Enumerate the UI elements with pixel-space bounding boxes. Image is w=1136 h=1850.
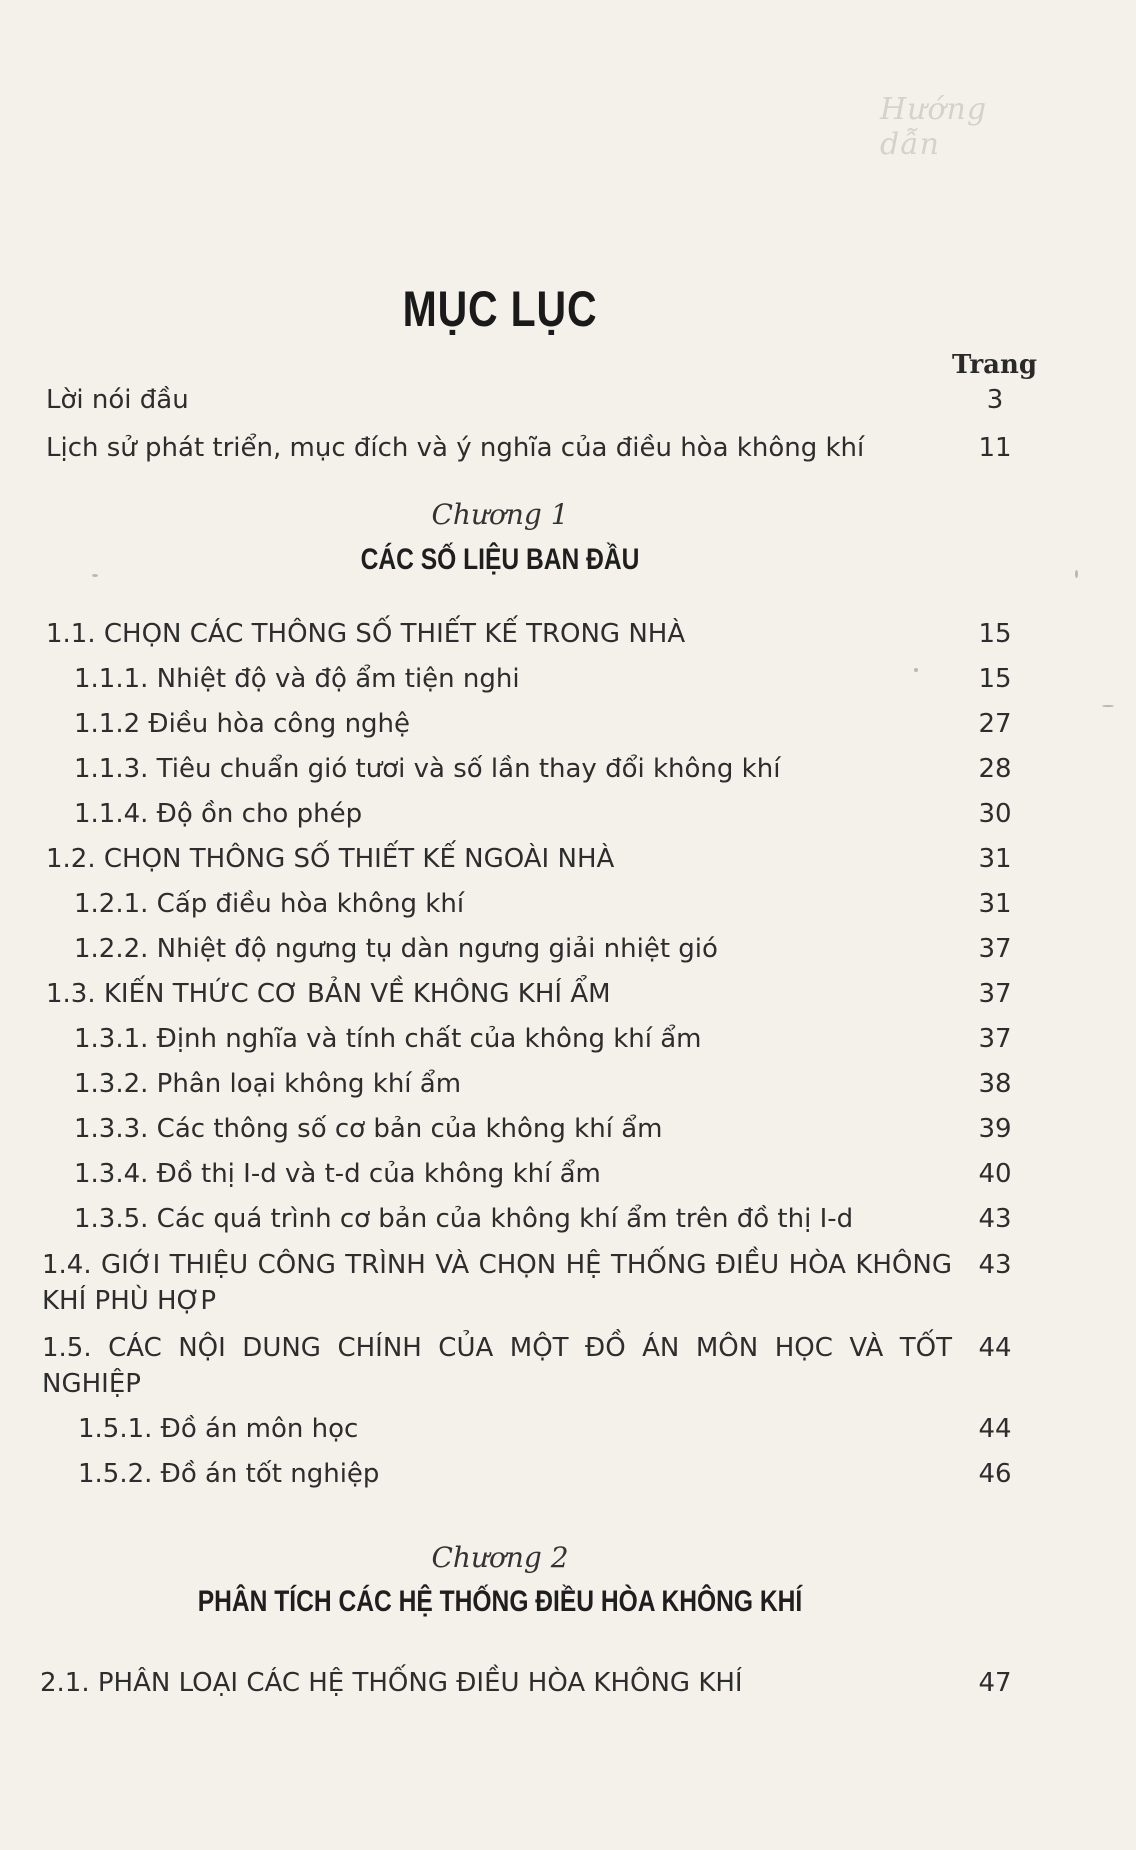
toc-entry: [0, 929, 1136, 969]
toc-entry-page: 38: [978, 1069, 1012, 1099]
toc-entry-page: 43: [978, 1204, 1012, 1234]
toc-entry-page: 31: [978, 889, 1012, 919]
scan-speck: [1102, 705, 1114, 707]
chapter-1-label: Chương 1: [431, 498, 569, 531]
toc-entry-text: 1.3.3. Các thông số cơ bản của không khí ẩm: [74, 1114, 663, 1144]
toc-entry: [0, 1247, 1136, 1329]
chapter-2-label: Chương 2: [431, 1541, 569, 1574]
toc-entry: [0, 1454, 1136, 1494]
toc-entry-page: 37: [978, 1024, 1012, 1054]
toc-entry-text: 1.3.1. Định nghĩa và tính chất của không khí ẩm: [74, 1024, 702, 1054]
toc-entry-page: 39: [978, 1114, 1012, 1144]
toc-entry-text: 1.2. CHỌN THÔNG SỐ THIẾT KẾ NGOÀI NHÀ: [46, 844, 615, 874]
toc-entry-page: 37: [978, 979, 1012, 1009]
toc-entry-page: 3: [986, 385, 1004, 415]
scan-speck: [914, 668, 918, 672]
scan-speck: [1075, 570, 1078, 578]
toc-entry-page: 44: [978, 1333, 1012, 1363]
toc-entry-text: 1.3.4. Đồ thị I-d và t-d của không khí ẩm: [74, 1159, 601, 1189]
toc-entry-page: 43: [978, 1250, 1012, 1280]
toc-entry: [0, 428, 1136, 468]
toc-entry-text: 1.1.4. Độ ồn cho phép: [74, 799, 363, 829]
toc-entry-text: 1.3. KIẾN THỨC CƠ BẢN VỀ KHÔNG KHÍ ẨM: [46, 979, 611, 1009]
toc-entry-page: 44: [978, 1414, 1012, 1444]
toc-entry-page: 31: [978, 844, 1012, 874]
toc-entry-text: 1.5. CÁC NỘI DUNG CHÍNH CỦA MỘT ĐỒ ÁN MÔN HỌC VÀ TỐT NGHIỆP: [42, 1333, 952, 1399]
toc-entry: [0, 1199, 1136, 1239]
toc-entry-text: 1.4. GIỚI THIỆU CÔNG TRÌNH VÀ CHỌN HỆ THỐNG ĐIỀU HÒA KHÔNG KHÍ PHÙ HỢP: [42, 1250, 952, 1316]
toc-entry: [0, 974, 1136, 1014]
chapter-1-title: CÁC SỐ LIỆU BAN ĐẦU: [360, 543, 640, 576]
toc-entry: [0, 884, 1136, 924]
toc-entry-text: 1.2.2. Nhiệt độ ngưng tụ dàn ngưng giải nhiệt gió: [74, 934, 718, 964]
toc-entry: [0, 1409, 1136, 1449]
toc-entry: [0, 839, 1136, 879]
toc-entry-text: Lịch sử phát triển, mục đích và ý nghĩa của điều hòa không khí: [46, 433, 865, 463]
page-column-label: Trang: [952, 350, 1038, 380]
toc-entry-text: 1.1. CHỌN CÁC THÔNG SỐ THIẾT KẾ TRONG NHÀ: [46, 619, 686, 649]
toc-entry: [0, 659, 1136, 699]
toc-entry-page: 15: [978, 619, 1012, 649]
toc-entry: [0, 749, 1136, 789]
toc-entry-page: 27: [978, 709, 1012, 739]
toc-entry-text: 1.5.1. Đồ án môn học: [78, 1414, 359, 1444]
toc-entry-page: 28: [978, 754, 1012, 784]
page-title: MỤC LỤC: [402, 281, 598, 337]
toc-entry-text: 1.1.2 Điều hòa công nghệ: [74, 709, 411, 739]
toc-entry: [0, 380, 1136, 420]
chapter-2-title: PHÂN TÍCH CÁC HỆ THỐNG ĐIỀU HÒA KHÔNG KHÍ: [197, 1585, 803, 1618]
toc-entry: [0, 1019, 1136, 1059]
toc-entry-text: 1.3.2. Phân loại không khí ẩm: [74, 1069, 462, 1099]
toc-entry: [0, 614, 1136, 654]
toc-entry: [0, 794, 1136, 834]
toc-entry-text: 1.3.5. Các quá trình cơ bản của không khí ẩm trên đồ thị I-d: [74, 1204, 854, 1234]
toc-entry: [0, 1330, 1136, 1412]
toc-entry-page: 30: [978, 799, 1012, 829]
toc-entry: [0, 704, 1136, 744]
toc-entry-text: 1.5.2. Đồ án tốt nghiệp: [78, 1459, 380, 1489]
toc-entry-page: 11: [978, 433, 1012, 463]
toc-entry-text: 2.1. PHÂN LOẠI CÁC HỆ THỐNG ĐIỀU HÒA KHÔNG KHÍ: [40, 1668, 743, 1698]
toc-entry-page: 40: [978, 1159, 1012, 1189]
toc-entry-page: 46: [978, 1459, 1012, 1489]
scan-speck: [92, 574, 98, 577]
toc-entry-text: 1.2.1. Cấp điều hòa không khí: [74, 889, 465, 919]
toc-entry-page: 37: [978, 934, 1012, 964]
toc-entry-page: 47: [978, 1668, 1012, 1698]
running-header: Hướng dẫn: [880, 92, 988, 162]
toc-entry-text: Lời nói đầu: [46, 385, 189, 415]
toc-entry-text: 1.1.3. Tiêu chuẩn gió tươi và số lần thay đổi không khí: [74, 754, 781, 784]
toc-entry-page: 15: [978, 664, 1012, 694]
toc-entry: [0, 1663, 1136, 1703]
toc-entry: [0, 1064, 1136, 1104]
toc-entry-text: 1.1.1. Nhiệt độ và độ ẩm tiện nghi: [74, 664, 520, 694]
toc-entry: [0, 1109, 1136, 1149]
toc-entry: [0, 1154, 1136, 1194]
